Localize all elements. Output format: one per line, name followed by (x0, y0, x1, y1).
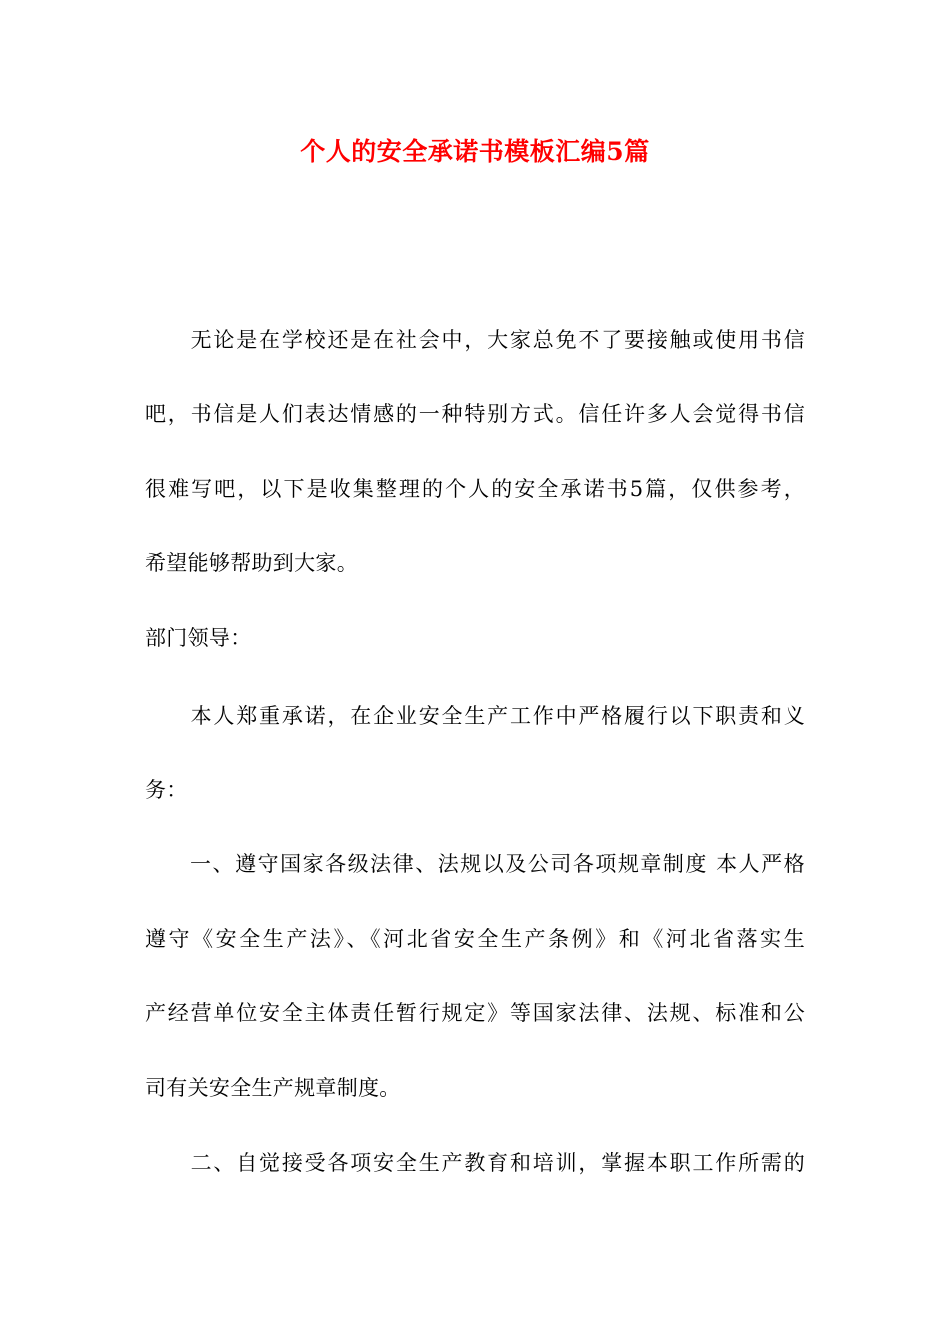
paragraph-line: 部门领导： (145, 626, 252, 650)
paragraph-line: 一、遵守国家各级法律、法规以及公司各项规章制度 本人严格 (145, 852, 805, 876)
paragraph-line: 产经营单位安全主体责任暂行规定》等国家法律、法规、标准和公 (145, 1001, 805, 1025)
document-title: 个人的安全承诺书模板汇编5篇 (300, 137, 650, 166)
paragraph-line: 二、自觉接受各项安全生产教育和培训，掌握本职工作所需的 (145, 1151, 805, 1175)
paragraph-line: 务： (145, 778, 188, 802)
paragraph-line: 司有关安全生产规章制度。 (145, 1076, 401, 1100)
paragraph-line: 希望能够帮助到大家。 (145, 551, 358, 575)
paragraph-line: 本人郑重承诺，在企业安全生产工作中严格履行以下职责和义 (145, 704, 805, 728)
paragraph-line: 遵守《安全生产法》、《河北省安全生产条例》和《河北省落实生 (145, 927, 805, 951)
paragraph-line: 无论是在学校还是在社会中，大家总免不了要接触或使用书信 (145, 328, 805, 352)
paragraph-line: 吧，书信是人们表达情感的一种特别方式。信任许多人会觉得书信 (145, 402, 805, 426)
paragraph-line: 很难写吧，以下是收集整理的个人的安全承诺书5篇，仅供参考， (145, 477, 805, 501)
